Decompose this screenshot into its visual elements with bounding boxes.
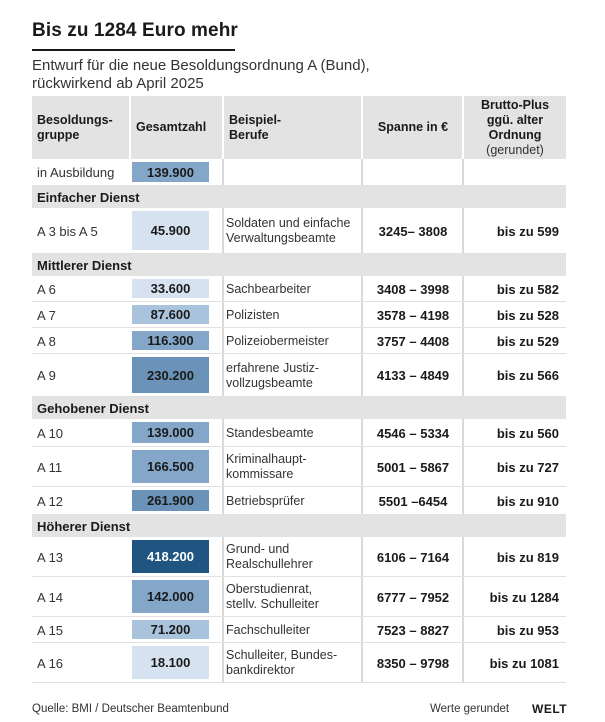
- header-berufe: Beispiel- Berufe: [229, 112, 282, 142]
- beruf-line-1: Sachbearbeiter: [226, 281, 311, 296]
- beruf-line-1: Fachschulleiter: [226, 622, 311, 637]
- welt-logo: WELT: [532, 702, 568, 716]
- table-row: [32, 643, 566, 683]
- brutto-plus-cell: bis zu 819: [496, 549, 559, 565]
- title-underline: [32, 49, 235, 51]
- besoldungsgruppe-cell: A 3 bis A 5: [37, 223, 98, 239]
- beruf-cell: [226, 487, 361, 515]
- spanne-cell: 4133 – 4849: [376, 368, 450, 383]
- gesamtzahl-bar: 142.000: [132, 580, 209, 613]
- section-gehoben: [32, 397, 566, 419]
- spanne-cell: 4546 – 5334: [376, 425, 450, 441]
- beruf-cell: [226, 302, 361, 328]
- section-label: Höherer Dienst: [37, 518, 131, 534]
- brutto-plus-cell: bis zu 953: [496, 622, 559, 638]
- gesamtzahl-bar: 71.200: [132, 620, 209, 639]
- brutto-plus-cell: [464, 159, 559, 186]
- besoldungsgruppe-cell: A 10: [37, 425, 64, 441]
- besoldungsgruppe-cell: A 11: [37, 459, 63, 475]
- header-spanne: Spanne in €: [377, 120, 449, 134]
- brutto-plus-cell: bis zu 566: [496, 368, 559, 383]
- gesamtzahl-bar: 87.600: [132, 305, 209, 324]
- rounding-note: Werte gerundet: [430, 703, 510, 715]
- beruf-line-2: bankdirektor: [226, 663, 295, 677]
- brutto-plus-cell: bis zu 1081: [489, 655, 559, 671]
- table-row: [32, 577, 566, 617]
- beruf-line-1: Betriebsprüfer: [226, 493, 305, 508]
- brutto-plus-cell: bis zu 528: [496, 307, 559, 323]
- section-label: Mittlerer Dienst: [37, 257, 132, 273]
- table-row: [32, 617, 566, 643]
- besoldungsgruppe-cell: A 12: [37, 493, 64, 509]
- besoldungsgruppe-cell: A 8: [37, 333, 56, 349]
- gesamtzahl-bar: 45.900: [132, 211, 209, 250]
- beruf-line-1: Schulleiter, Bundes-: [226, 648, 338, 662]
- spanne-cell: 3578 – 4198: [376, 307, 450, 323]
- beruf-line-2: stellv. Schulleiter: [226, 597, 319, 611]
- spanne-cell: 3757 – 4408: [376, 333, 450, 349]
- gesamtzahl-bar: 139.000: [132, 422, 209, 443]
- table-header: [32, 96, 566, 159]
- table-row: [32, 487, 566, 515]
- spanne-cell: 3245– 3808: [378, 223, 448, 239]
- besoldungsgruppe-cell: A 7: [37, 307, 56, 323]
- beruf-cell: [226, 577, 361, 617]
- spanne-cell: 5001 – 5867: [376, 459, 450, 475]
- brutto-plus-cell: bis zu 529: [496, 333, 559, 349]
- table-row: [32, 208, 566, 254]
- table-row: [32, 354, 566, 397]
- beruf-cell: [226, 537, 361, 577]
- table-row: [32, 302, 566, 328]
- brutto-plus-cell: bis zu 1284: [489, 589, 559, 605]
- beruf-line-2: Realschullehrer: [226, 557, 313, 571]
- beruf-cell: [226, 447, 361, 487]
- table-row: [32, 447, 566, 487]
- spanne-cell: 6106 – 7164: [376, 549, 450, 565]
- section-einfach: [32, 186, 566, 208]
- table-row: [32, 276, 566, 302]
- section-label: Einfacher Dienst: [37, 189, 140, 205]
- spanne-cell: 5501 –6454: [378, 493, 448, 509]
- spanne-cell: [364, 159, 462, 186]
- besoldungsgruppe-cell: A 13: [37, 549, 64, 565]
- spanne-cell: 3408 – 3998: [376, 281, 450, 297]
- beruf-line-2: Verwaltungsbeamte: [226, 231, 336, 245]
- beruf-cell: [226, 419, 361, 447]
- gesamtzahl-bar: 261.900: [132, 490, 209, 511]
- subtitle-line-1: Entwurf für die neue Besoldungsordnung A (Bund),: [32, 57, 370, 74]
- salary-table: [32, 96, 566, 683]
- subtitle-line-2: rückwirkend ab April 2025: [32, 75, 204, 92]
- beruf-line-1: Grund- und: [226, 542, 290, 556]
- beruf-line-1: Soldaten und einfache: [226, 216, 351, 230]
- source-note: Quelle: BMI / Deutscher Beamtenbund: [32, 703, 229, 715]
- beruf-cell: [226, 208, 361, 254]
- table-body: [32, 159, 566, 683]
- brutto-plus-cell: bis zu 727: [496, 459, 559, 475]
- beruf-line-1: Polizisten: [226, 307, 280, 322]
- table-row: [32, 159, 566, 186]
- besoldungsgruppe-cell: A 16: [37, 655, 64, 671]
- gesamtzahl-bar: 116.300: [132, 331, 209, 350]
- beruf-cell: [226, 276, 361, 302]
- gesamtzahl-bar: 33.600: [132, 279, 209, 298]
- beruf-cell: [226, 617, 361, 643]
- header-gesamtzahl: Gesamtzahl: [136, 120, 207, 134]
- gesamtzahl-bar: 418.200: [132, 540, 209, 573]
- beruf-line-1: Kriminalhaupt-: [226, 452, 307, 466]
- chart-subtitle: [32, 57, 492, 93]
- beruf-line-1: Polizeiobermeister: [226, 333, 329, 348]
- gesamtzahl-bar: 166.500: [132, 450, 209, 483]
- beruf-cell: [226, 354, 361, 397]
- besoldungsgruppe-cell: A 9: [37, 368, 56, 383]
- spanne-cell: 6777 – 7952: [376, 589, 450, 605]
- gesamtzahl-bar: 18.100: [132, 646, 209, 679]
- brutto-plus-cell: bis zu 560: [496, 425, 559, 441]
- spanne-cell: 8350 – 9798: [376, 655, 450, 671]
- brutto-plus-cell: bis zu 599: [496, 223, 559, 239]
- beruf-line-1: Oberstudienrat,: [226, 582, 313, 596]
- table-row: [32, 419, 566, 447]
- header-brutto-plus: Brutto-Plus ggü. alter Ordnung (gerundet): [480, 97, 550, 157]
- gesamtzahl-bar: 230.200: [132, 357, 209, 393]
- besoldungsgruppe-cell: A 14: [37, 589, 64, 605]
- section-hoeher: [32, 515, 566, 537]
- besoldungsgruppe-cell: in Ausbildung: [37, 165, 115, 180]
- beruf-cell: [226, 643, 361, 683]
- table-row: [32, 328, 566, 354]
- header-besoldungsgruppe: Besoldungs- gruppe: [37, 112, 113, 142]
- beruf-line-2: vollzugsbeamte: [226, 375, 313, 390]
- beruf-cell: [226, 328, 361, 354]
- besoldungsgruppe-cell: A 15: [37, 622, 64, 638]
- spanne-cell: 7523 – 8827: [376, 622, 450, 638]
- chart-title: Bis zu 1284 Euro mehr: [32, 20, 238, 41]
- besoldungsgruppe-cell: A 6: [37, 281, 56, 297]
- beruf-cell: [226, 159, 361, 186]
- section-label: Gehobener Dienst: [37, 400, 149, 416]
- table-row: [32, 537, 566, 577]
- brutto-plus-cell: bis zu 582: [496, 281, 559, 297]
- section-mittel: [32, 254, 566, 276]
- beruf-line-2: kommissare: [226, 467, 294, 481]
- brutto-plus-cell: bis zu 910: [496, 493, 559, 509]
- beruf-line-1: Standesbeamte: [226, 425, 314, 440]
- beruf-line-1: erfahrene Justiz-: [226, 360, 320, 375]
- gesamtzahl-bar: 139.900: [132, 162, 209, 182]
